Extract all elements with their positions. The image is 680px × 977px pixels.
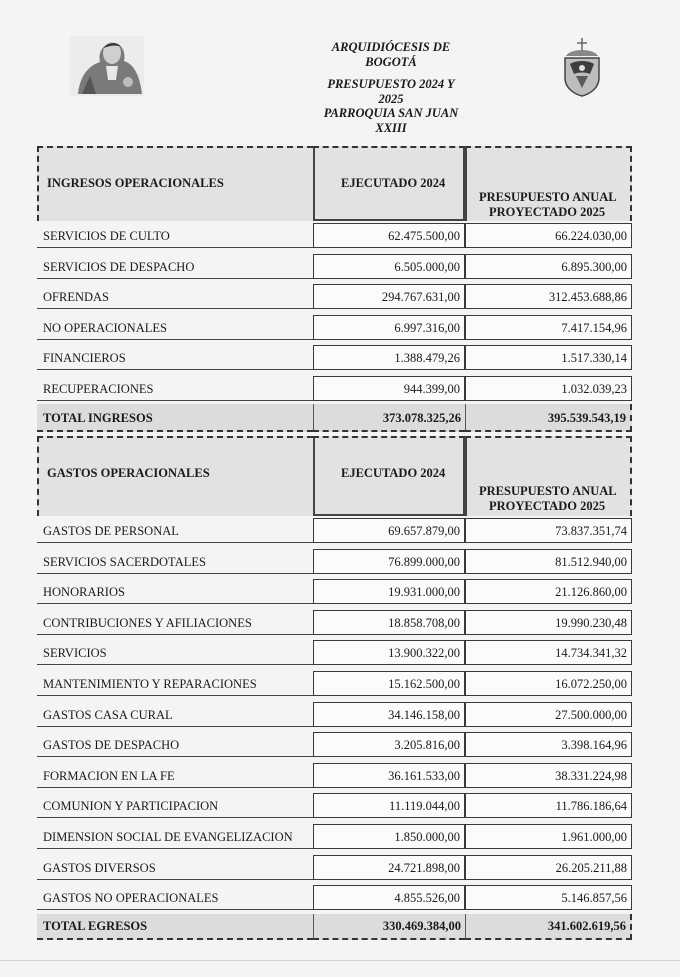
row-executed-value: 13.900.322,00 (388, 646, 460, 661)
archdiocese-coat-of-arms-logo (560, 38, 604, 98)
row-label: CONTRIBUCIONES Y AFILIACIONES (43, 615, 252, 630)
row-budget-value: 7.417.154,96 (561, 320, 627, 335)
row-executed-value: 76.899.000,00 (388, 554, 460, 569)
row-budget-value: 19.990.230,48 (555, 615, 627, 630)
row-budget-value: 1.032.039,23 (561, 381, 627, 396)
row-label: RECUPERACIONES (43, 381, 154, 396)
row-executed-value: 6.505.000,00 (394, 259, 460, 274)
expense-col-budget-line-1: PRESUPUESTO ANUAL (479, 484, 617, 498)
row-label: DIMENSION SOCIAL DE EVANGELIZACION (43, 830, 293, 844)
row-executed-value: 18.858.708,00 (388, 615, 460, 630)
row-label: NO OPERACIONALES (43, 320, 167, 335)
expense-total-row (37, 914, 632, 940)
row-executed-value: 294.767.631,00 (381, 290, 460, 304)
row-budget-value: 1.961.000,00 (561, 830, 627, 844)
row-budget-value: 21.126.860,00 (555, 585, 627, 600)
row-budget-value: 14.734.341,32 (555, 646, 627, 661)
row-executed-value: 3.205.816,00 (394, 738, 460, 753)
table-row (37, 284, 632, 309)
row-label: SERVICIOS DE CULTO (43, 229, 170, 243)
subtitle-line-1: PRESUPUESTO 2024 Y (327, 77, 455, 91)
subtitle-line-3: PARROQUIA SAN JUAN (323, 106, 459, 120)
row-budget-value: 16.072.250,00 (555, 677, 627, 691)
expense-total-label: TOTAL EGRESOS (43, 919, 148, 933)
table-row (37, 855, 632, 880)
expense-col-executed: EJECUTADO 2024 (341, 466, 446, 480)
row-label: SERVICIOS DE DESPACHO (43, 259, 195, 274)
row-executed-value: 1.388.479,26 (394, 351, 460, 365)
row-label: GASTOS DIVERSOS (43, 860, 156, 875)
row-budget-value: 1.517.330,14 (561, 351, 627, 365)
table-row (37, 763, 632, 788)
row-budget-value: 38.331.224,98 (555, 768, 627, 783)
income-col-executed: EJECUTADO 2024 (341, 176, 446, 190)
income-header-label: INGRESOS OPERACIONALES (47, 176, 224, 190)
row-budget-value: 27.500.000,00 (555, 707, 627, 722)
income-total-label: TOTAL INGRESOS (43, 411, 153, 425)
row-label: GASTOS DE PERSONAL (43, 524, 179, 538)
table-row (37, 702, 632, 727)
row-budget-value: 26.205.211,88 (555, 860, 627, 875)
row-budget-value: 312.453.688,86 (548, 290, 627, 304)
row-label: GASTOS DE DESPACHO (43, 738, 180, 753)
table-row (37, 732, 632, 757)
table-row (37, 610, 632, 635)
table-row (37, 824, 632, 849)
row-label: COMUNION Y PARTICIPACION (43, 799, 219, 814)
row-budget-value: 6.895.300,00 (561, 259, 627, 274)
row-executed-value: 36.161.533,00 (388, 768, 460, 783)
title-line-1: ARQUIDIÓCESIS DE (331, 40, 451, 54)
table-row (37, 885, 632, 910)
income-header-row (37, 146, 632, 221)
row-budget-value: 66.224.030,00 (555, 229, 627, 243)
row-label: OFRENDAS (43, 290, 109, 304)
table-row (37, 315, 632, 340)
row-label: FORMACION EN LA FE (43, 768, 175, 783)
table-row (37, 579, 632, 604)
row-executed-value: 944.399,00 (403, 381, 460, 396)
row-label: MANTENIMIENTO Y REPARACIONES (43, 677, 257, 691)
income-total-row (37, 404, 632, 432)
table-row (37, 793, 632, 818)
income-total-budget: 395.539.543,19 (547, 411, 626, 425)
expense-total-executed: 330.469.384,00 (382, 919, 461, 933)
subtitle-line-4: XXIII (375, 120, 407, 135)
row-executed-value: 6.997.316,00 (394, 320, 460, 335)
row-label: SERVICIOS SACERDOTALES (43, 554, 206, 569)
row-executed-value: 24.721.898,00 (388, 860, 460, 875)
row-label: HONORARIOS (43, 585, 125, 600)
expense-header-row (37, 436, 632, 516)
table-row (37, 671, 632, 696)
document-title (316, 40, 466, 135)
expense-header-label: GASTOS OPERACIONALES (47, 466, 210, 480)
expense-total-budget: 341.602.619,56 (547, 919, 626, 933)
income-col-budget-line-2: PROYECTADO 2025 (489, 205, 606, 219)
row-executed-value: 62.475.500,00 (388, 229, 460, 243)
row-executed-value: 15.162.500,00 (388, 677, 460, 691)
row-budget-value: 3.398.164,96 (561, 738, 627, 753)
table-row (37, 376, 632, 401)
row-label: FINANCIEROS (43, 351, 126, 365)
table-row (37, 254, 632, 279)
row-budget-value: 81.512.940,00 (555, 554, 627, 569)
table-row (37, 223, 632, 248)
row-budget-value: 11.786.186,64 (555, 799, 627, 814)
row-executed-value: 19.931.000,00 (388, 585, 460, 600)
row-executed-value: 4.855.526,00 (394, 891, 460, 906)
row-label: GASTOS NO OPERACIONALES (43, 891, 219, 906)
table-row (37, 640, 632, 665)
row-executed-value: 1.850.000,00 (394, 830, 460, 844)
table-row (37, 345, 632, 370)
subtitle-line-2: 2025 (378, 91, 404, 106)
row-executed-value: 69.657.879,00 (388, 524, 460, 538)
saint-portrait-logo (70, 36, 144, 96)
row-budget-value: 73.837.351,74 (555, 524, 627, 538)
row-executed-value: 34.146.158,00 (388, 707, 460, 722)
income-col-budget-line-1: PRESUPUESTO ANUAL (479, 190, 617, 204)
income-total-executed: 373.078.325,26 (382, 411, 461, 425)
table-row (37, 518, 632, 543)
expense-col-budget-line-2: PROYECTADO 2025 (489, 499, 606, 513)
table-row (37, 549, 632, 574)
row-label: SERVICIOS (43, 646, 107, 661)
title-line-2: BOGOTÁ (365, 54, 417, 69)
page-bottom-rule (0, 960, 680, 961)
row-label: GASTOS CASA CURAL (43, 707, 173, 722)
row-budget-value: 5.146.857,56 (561, 891, 627, 906)
row-executed-value: 11.119.044,00 (389, 799, 460, 814)
